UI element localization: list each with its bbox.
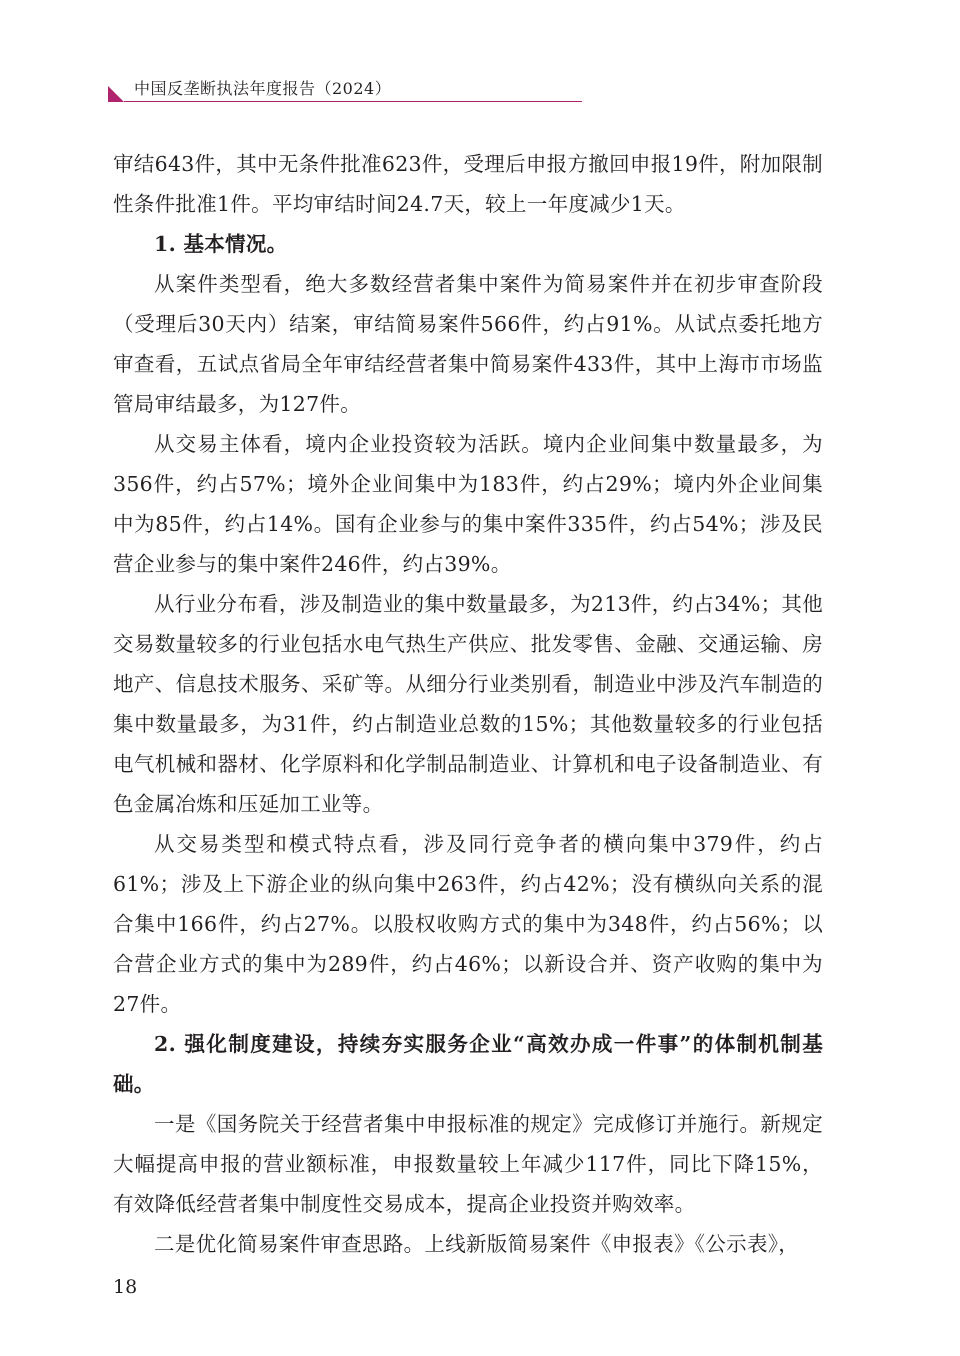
- paragraph-filing-thresholds: 一是《国务院关于经营者集中申报标准的规定》完成修订并施行。新规定大幅提高申报的营业额标准，申报数量较上年减少117件，同比下降15%，有效降低经营者集中制度性交易成本，提高企业投资并购效率。: [113, 1112, 823, 1216]
- running-header-title: 中国反垄断执法年度报告（2024）: [134, 79, 392, 98]
- paragraph-transaction-types: 从交易类型和模式特点看，涉及同行竞争者的横向集中379件，约占61%；涉及上下游企业的纵向集中263件，约占42%；没有横纵向关系的混合集中166件，约占27%。以股权收购方式的集中为348件，约占56%；以合营企业方式的集中为289件，约占46%；以新设合并、资产收购的集中为27件。: [113, 832, 823, 1016]
- page-number: 18: [113, 1276, 138, 1298]
- running-header: [108, 72, 583, 106]
- paragraph-continued: 审结643件，其中无条件批准623件，受理后申报方撤回申报19件，附加限制性条件批准1件。平均审结时间24.7天，较上一年度减少1天。: [113, 152, 823, 216]
- paragraph-transaction-parties: 从交易主体看，境内企业投资较为活跃。境内企业间集中数量最多，为356件，约占57%；境外企业间集中为183件，约占29%；境内外企业间集中为85件，约占14%。国有企业参与的集中案件335件，约占54%；涉及民营企业参与的集中案件246件，约占39%。: [113, 432, 823, 576]
- body-text: [113, 144, 823, 1264]
- header-triangle-icon: [108, 86, 124, 102]
- paragraph-industry-distribution: 从行业分布看，涉及制造业的集中数量最多，为213件，约占34%；其他交易数量较多的行业包括水电气热生产供应、批发零售、金融、交通运输、房地产、信息技术服务、采矿等。从细分行业类别看，制造业中涉及汽车制造的集中数量最多，为31件，约占制造业总数的15%；其他数量较多的行业包括电气机械和器材、化学原料和化学制品制造业、计算机和电子设备制造业、有色金属冶炼和压延加工业等。: [113, 592, 823, 816]
- subheading-basic-situation: 1. 基本情况。: [154, 232, 288, 256]
- subheading-institution-building: 2. 强化制度建设，持续夯实服务企业“高效办成一件事”的体制机制基础。: [113, 1032, 823, 1096]
- header-rule: [124, 101, 582, 102]
- paragraph-simplified-cases: 二是优化简易案件审查思路。上线新版简易案件《申报表》《公示表》，: [154, 1232, 800, 1256]
- paragraph-case-type: 从案件类型看，绝大多数经营者集中案件为简易案件并在初步审查阶段（受理后30天内）结案，审结简易案件566件，约占91%。从试点委托地方审查看，五试点省局全年审结经营者集中简易案件433件，其中上海市市场监管局审结最多，为127件。: [113, 272, 823, 416]
